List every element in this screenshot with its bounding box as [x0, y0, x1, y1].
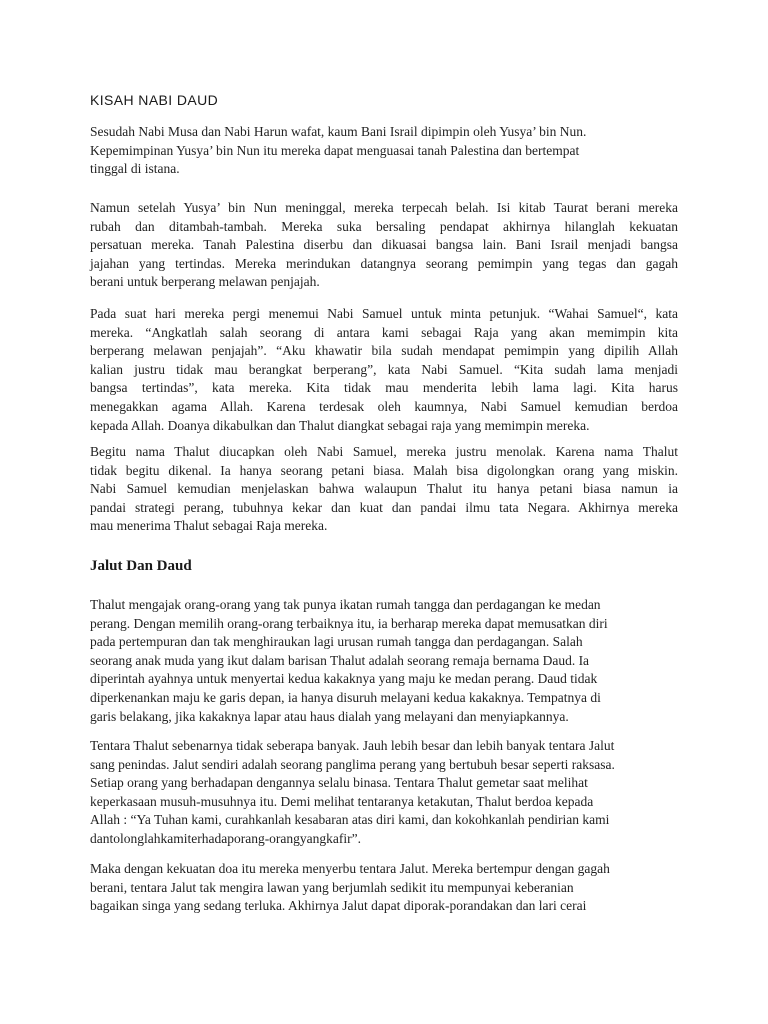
paragraph — [90, 737, 678, 849]
text-line: Tentara Thalut sebenarnya tidak seberapa banyak. Jauh lebih besar dan lebih banyak tentara Jalut — [90, 738, 615, 753]
text-line: Sesudah Nabi Musa dan Nabi Harun wafat, kaum Bani Israil dipimpin oleh Yusya’ bin Nun. — [90, 124, 587, 139]
paragraph — [90, 305, 678, 435]
text-line: jajahan yang tertindas. Mereka merindukan datangnya seorang pemimpin yang tegas dan gagah — [90, 255, 678, 271]
text-line: diperintah ayahnya untuk menyertai kedua kakaknya yang maju ke medan perang. Daud tidak — [90, 671, 598, 687]
paragraph — [90, 596, 678, 726]
text-line: persatuan mereka. Tanah Palestina diserbu dan dikuasai bangsa lain. Bani Israil menjadi bangsa — [90, 237, 678, 253]
text-line: sang penindas. Jalut sendiri adalah seorang panglima perang yang bertubuh besar seperti raksasa. — [90, 756, 615, 772]
paragraph — [90, 123, 678, 179]
text-line: mau menerima Thalut sebagai Raja mereka. — [90, 518, 328, 534]
text-line: Begitu nama Thalut diucapkan oleh Nabi Samuel, mereka justru menolak. Karena nama Thalut — [90, 444, 678, 459]
text-line: tinggal di istana. — [90, 161, 180, 177]
text-line: diperkenankan maju ke garis depan, ia hanya disuruh melayani kedua kakaknya. Tempatnya di — [90, 689, 601, 705]
text-line: Setiap orang yang berhadapan dengannya selalu binasa. Tentara Thalut gemetar saat melihat — [90, 775, 588, 791]
text-line: Thalut mengajak orang-orang yang tak punya ikatan rumah tangga dan perdagangan ke medan — [90, 597, 601, 612]
text-line: Pada suat hari mereka pergi menemui Nabi Samuel untuk minta petunjuk. “Wahai Samuel“, kata — [90, 306, 678, 321]
text-line: bagaikan singa yang sedang terluka. Akhirnya Jalut dapat diporak-porandakan dan lari cerai — [90, 898, 587, 914]
text-line: bangsa tertindas”, kata mereka. Kita tidak mau menderita lebih lama lagi. Kita harus — [90, 380, 678, 396]
text-line: keperkasaan musuh-musuhnya itu. Demi melihat tentaranya ketakutan, Thalut berdoa kepada — [90, 793, 594, 809]
paragraph — [90, 860, 678, 916]
text-line: rubah dan ditambah-tambah. Mereka suka bersaling pendapat akhirnya hilanglah kekuatan — [90, 218, 678, 234]
text-line: Allah : “Ya Tuhan kami, curahkanlah kesabaran atas diri kami, dan kokohkanlah pendirian kami — [90, 812, 610, 828]
text-line: tidak begitu dikenal. Ia hanya seorang petani biasa. Malah bisa digolongkan orang yang miskin. — [90, 462, 678, 478]
text-line: seorang anak muda yang ikut dalam barisan Thalut adalah seorang remaja bernama Daud. Ia — [90, 652, 590, 668]
text-line: pada pertempuran dan tak menghiraukan lagi urusan rumah tangga dan perdagangan. Salah — [90, 634, 583, 650]
text-line: Kepemimpinan Yusya’ bin Nun itu mereka dapat menguasai tanah Palestina dan bertempat — [90, 142, 580, 158]
text-line: Maka dengan kekuatan doa itu mereka menyerbu tentara Jalut. Mereka bertempur dengan gagah — [90, 861, 610, 876]
text-line: berani untuk berperang melawan penjajah. — [90, 274, 320, 290]
text-line: Nabi Samuel kemudian menjelaskan bahwa walaupun Thalut itu hanya petani biasa namun ia — [90, 481, 678, 497]
document-title: KISAH NABI DAUD — [90, 92, 219, 108]
text-line: garis belakang, jika kakaknya lapar atau haus dialah yang melayani dan menyiapkannya. — [90, 708, 569, 724]
text-line: kepada Allah. Doanya dikabulkan dan Thalut diangkat sebagai raja yang memimpin mereka. — [90, 417, 590, 433]
text-line: kalian justru tidak mau berangkat berperang”, kata Nabi Samuel. “Kita sudah lama menjadi — [90, 361, 678, 377]
text-line: pandai strategi perang, tubuhnya kekar dan kuat dan pandai ilmu tata Negara. Akhirnya mereka — [90, 499, 678, 515]
text-line: dantolonglahkamiterhadaporang-orangyangkafir”. — [90, 830, 362, 846]
paragraph — [90, 199, 678, 292]
paragraph — [90, 443, 678, 536]
text-line: perang. Dengan memilih orang-orang terbaiknya itu, ia berharap mereka dapat memusatkan diri — [90, 615, 608, 631]
section-heading: Jalut Dan Daud — [90, 558, 192, 574]
text-line: berani, tentara Jalut tak mengira lawan yang berjumlah sedikit itu mempunyai keberanian — [90, 879, 574, 895]
text-line: menegakkan agama Allah. Karena terdesak oleh kaumnya, Nabi Samuel kemudian berdoa — [90, 398, 678, 414]
text-line: berperang melawan penjajah”. “Aku khawatir bila sudah mendapat pemimpin yang dipilih Allah — [90, 343, 678, 359]
text-line: Namun setelah Yusya’ bin Nun meninggal, mereka terpecah belah. Isi kitab Taurat berani mereka — [90, 200, 678, 215]
text-line: mereka. “Angkatlah salah seorang di antara kami sebagai Raja yang akan memimpin kita — [90, 324, 678, 340]
